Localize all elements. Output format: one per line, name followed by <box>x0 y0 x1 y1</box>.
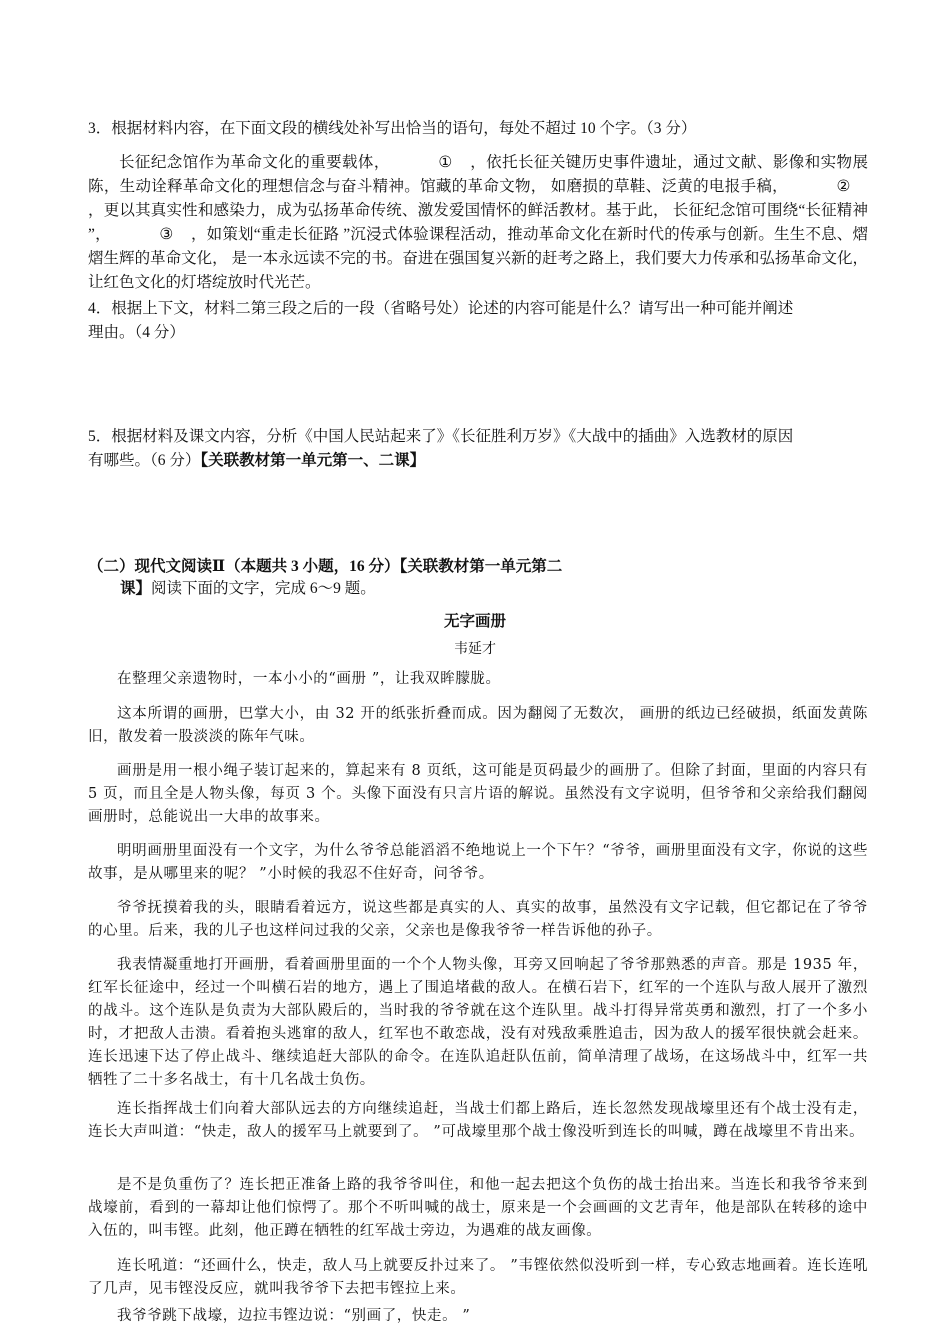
question-5-line-2 <box>88 450 868 472</box>
passage-part-c: ，更以其真实性和感染力，成为弘扬革命传统、激发爱国情怀的鲜活教材。基于此， 长征纪念馆可围绕“长征精神 ”， <box>88 202 868 243</box>
blank-1: ① <box>438 154 453 171</box>
question-3-passage <box>88 151 868 295</box>
story-paragraph: 连长指挥战士们向着大部队远去的方向继续追赶，当战士们都上路后，连长忽然发现战壕里还有个战士没有走，连长大声叫道：“快走，敌人的援军马上就要到了。 ”可战壕里那个战士像没听到连长的叫喊，蹲在战壕里不肯出来。 <box>88 1101 868 1140</box>
story-paragraph: 连长吼道：“还画什么，快走，敌人马上就要反扑过来了。 ”韦铿依然似没听到一样，专心致志地画着。连长连吼了几声，见韦铿没反应，就叫我爷爷下去把韦铿拉上来。 <box>88 1258 868 1297</box>
story-paragraph: 我爷爷跳下战壕，边拉韦铿边说：“别画了，快走。 ” <box>117 1308 471 1324</box>
question-5-line-1: 5．根据材料及课文内容，分析《中国人民站起来了》《长征胜利万岁》《大战中的插曲》入选教材的原因 <box>88 428 794 445</box>
blank-2: ② <box>836 178 851 195</box>
passage-part-a: 长征纪念馆作为革命文化的重要载体， <box>119 154 390 171</box>
section-2-instruction: 阅读下面的文字，完成 6～9 题。 <box>151 580 376 597</box>
passage-part-d: ，如策划“重走长征路 ”沉浸式体验课程活动，推动革命文化在新时代的传承与创新。生生不息、熠熠生辉的革命文化， 是一本永远读不完的书。奋进在强国复兴新的赶考之路上，我们要大力传承和弘扬革命文化，让红色文化的灯塔绽放时代光芒。 <box>88 226 868 291</box>
question-4-line-2: 理由。（4 分） <box>88 324 185 341</box>
question-3-prompt: 3．根据材料内容，在下面文段的横线处补写出恰当的语句，每处不超过 10 个字。（3 分） <box>88 120 697 137</box>
story-paragraph: 爷爷抚摸着我的头，眼睛看着远方，说这些都是真实的人、真实的故事，虽然没有文字记载，但它都记在了爷爷的心里。后来，我的儿子也这样问过我的父亲，父亲也是像我爷爷一样告诉他的孙子。 <box>88 900 868 939</box>
story-paragraph: 画册是用一根小绳子装订起来的，算起来有 8 页纸，这可能是页码最少的画册了。但除了封面，里面的内容只有 5 页，而且全是人物头像，每页 3 个。头像下面没有只言片语的解说。虽然没有文字说明，但爷爷和父亲给我们翻阅画册时，总能说出一大串的故事来。 <box>88 763 868 825</box>
question-4-line-1: 4．根据上下文，材料二第三段之后的一段（省略号处）论述的内容可能是什么？请写出一种可能并阐述 <box>88 300 794 317</box>
story-paragraph: 我表情凝重地打开画册，看着画册里面的一个个人物头像，耳旁又回响起了爷爷那熟悉的声音。那是 1935 年，红军长征途中，经过一个叫横石岩的地方，遇上了围追堵截的敌人。在横石岩下，红军的一个连队与敌人展开了激烈的战斗。这个连队是负责为大部队殿后的，当时我的爷爷就在这个连队里。战斗打得异常英勇和激烈，打了一个多小时，才把敌人击溃。看着抱头逃窜的敌人，红军也不敢恋战，没有对残敌乘胜追击，因为敌人的援军很快就会赶来。连长迅速下达了停止战斗、继续追赶大部队的命令。在连队追赶队伍前，简单清理了战场，在这场战斗中，红军一共牺牲了二十多名战士，有十几名战士负伤。 <box>88 957 868 1088</box>
story-title: 无字画册 <box>443 612 506 630</box>
story-author: 韦延才 <box>454 641 496 657</box>
story-paragraph: 是不是负重伤了？连长把正准备上路的我爷爷叫住，和他一起去把这个负伤的战士抬出来。当连长和我爷爷来到战壕前，看到的一幕却让他们惊愕了。那个不听叫喊的战士，原来是一个会画画的文艺青年，他是部队在转移的途中入伍的，叫韦铿。此刻，他正蹲在牺牲的红军战士旁边，为遇难的战友画像。 <box>88 1177 868 1239</box>
section-2-heading-end: 课】 <box>120 580 152 597</box>
passage-part-b: ，依托长征关键历史事件遗址，通过文献、影像和实物展陈，生动诠释革命文化的理想信念与奋斗精神。馆藏的革命文物， 如磨损的草鞋、泛黄的电报手稿， <box>88 154 868 195</box>
section-2-subheading <box>120 578 900 600</box>
blank-3: ③ <box>159 226 174 243</box>
section-2-heading: （二）现代文阅读Ⅱ（本题共 3 小题，16 分）【关联教材第一单元第二 <box>88 558 563 575</box>
story-paragraph: 明明画册里面没有一个文字，为什么爷爷总能滔滔不绝地说上一个下午？“爷爷，画册里面没有文字，你说的这些故事，是从哪里来的呢？ ”小时候的我忍不住好奇，问爷爷。 <box>88 843 868 882</box>
question-4 <box>88 298 868 344</box>
story-paragraph: 这本所谓的画册，巴掌大小，由 32 开的纸张折叠而成。因为翻阅了无数次， 画册的纸边已经破损，纸面发黄陈旧，散发着一股淡淡的陈年气味。 <box>88 706 868 745</box>
question-5-score: 有哪些。（6 分） <box>88 452 201 469</box>
question-5 <box>88 426 868 472</box>
story-paragraph: 在整理父亲遗物时，一本小小的“画册 ”，让我双眸朦胧。 <box>117 671 501 687</box>
question-5-textbook-link: 【关联教材第一单元第一、二课】 <box>200 452 426 469</box>
